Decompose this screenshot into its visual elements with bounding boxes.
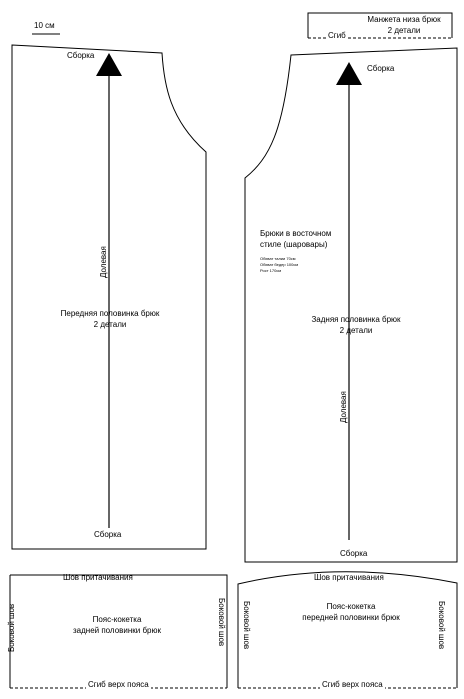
model-size-line1: Обхват талии 70см: [260, 256, 296, 261]
front-title: Передняя половинка брюк: [60, 309, 160, 318]
cuff-title: Манжета низа брюк: [367, 15, 441, 24]
front-yoke-left-side: Боковой шов: [242, 601, 251, 650]
back-yoke-left-side: Боковой шов: [7, 603, 16, 652]
front-bottom-gather-label: Сборка: [94, 530, 122, 539]
cuff-fold-label: Сгиб: [328, 31, 346, 40]
back-yoke-fold-label: Сгиб верх пояса: [88, 680, 149, 689]
model-size-line2: Обхват бедер 100см: [260, 262, 299, 267]
back-grain-arrow: [336, 62, 362, 85]
model-title-line1: Брюки в восточном: [260, 229, 332, 238]
model-size-line3: Рост 170см: [260, 268, 282, 273]
front-grain-label: Долевая: [99, 246, 108, 278]
front-grain-arrow: [96, 53, 122, 76]
front-count: 2 детали: [93, 320, 127, 329]
back-top-gather-label: Сборка: [367, 64, 395, 73]
back-grain-label: Долевая: [339, 391, 348, 423]
front-yoke-outline: [238, 572, 457, 688]
front-yoke-fold-label: Сгиб верх пояса: [322, 680, 383, 689]
back-yoke-right-side: Боковой шов: [217, 598, 226, 647]
back-yoke-top-seam: Шов притачивания: [63, 573, 133, 582]
back-yoke-title-line2: задней половинки брюк: [72, 626, 161, 635]
back-title: Задняя половинка брюк: [311, 315, 401, 324]
front-yoke-title-line1: Пояс-кокетка: [326, 602, 376, 611]
front-yoke-top-seam: Шов притачивания: [314, 573, 384, 582]
back-half-outline: [245, 48, 457, 562]
front-yoke-title-line2: передней половинки брюк: [302, 613, 400, 622]
front-top-gather-label: Сборка: [67, 51, 95, 60]
back-bottom-gather-label: Сборка: [340, 549, 368, 558]
back-yoke-title-line1: Пояс-кокетка: [92, 615, 142, 624]
back-count: 2 детали: [339, 326, 373, 335]
scale-label: 10 см: [34, 21, 55, 30]
cuff-count: 2 детали: [387, 26, 421, 35]
model-title-line2: стиле (шаровары): [260, 240, 328, 249]
front-yoke-right-side: Боковой шов: [437, 601, 446, 650]
